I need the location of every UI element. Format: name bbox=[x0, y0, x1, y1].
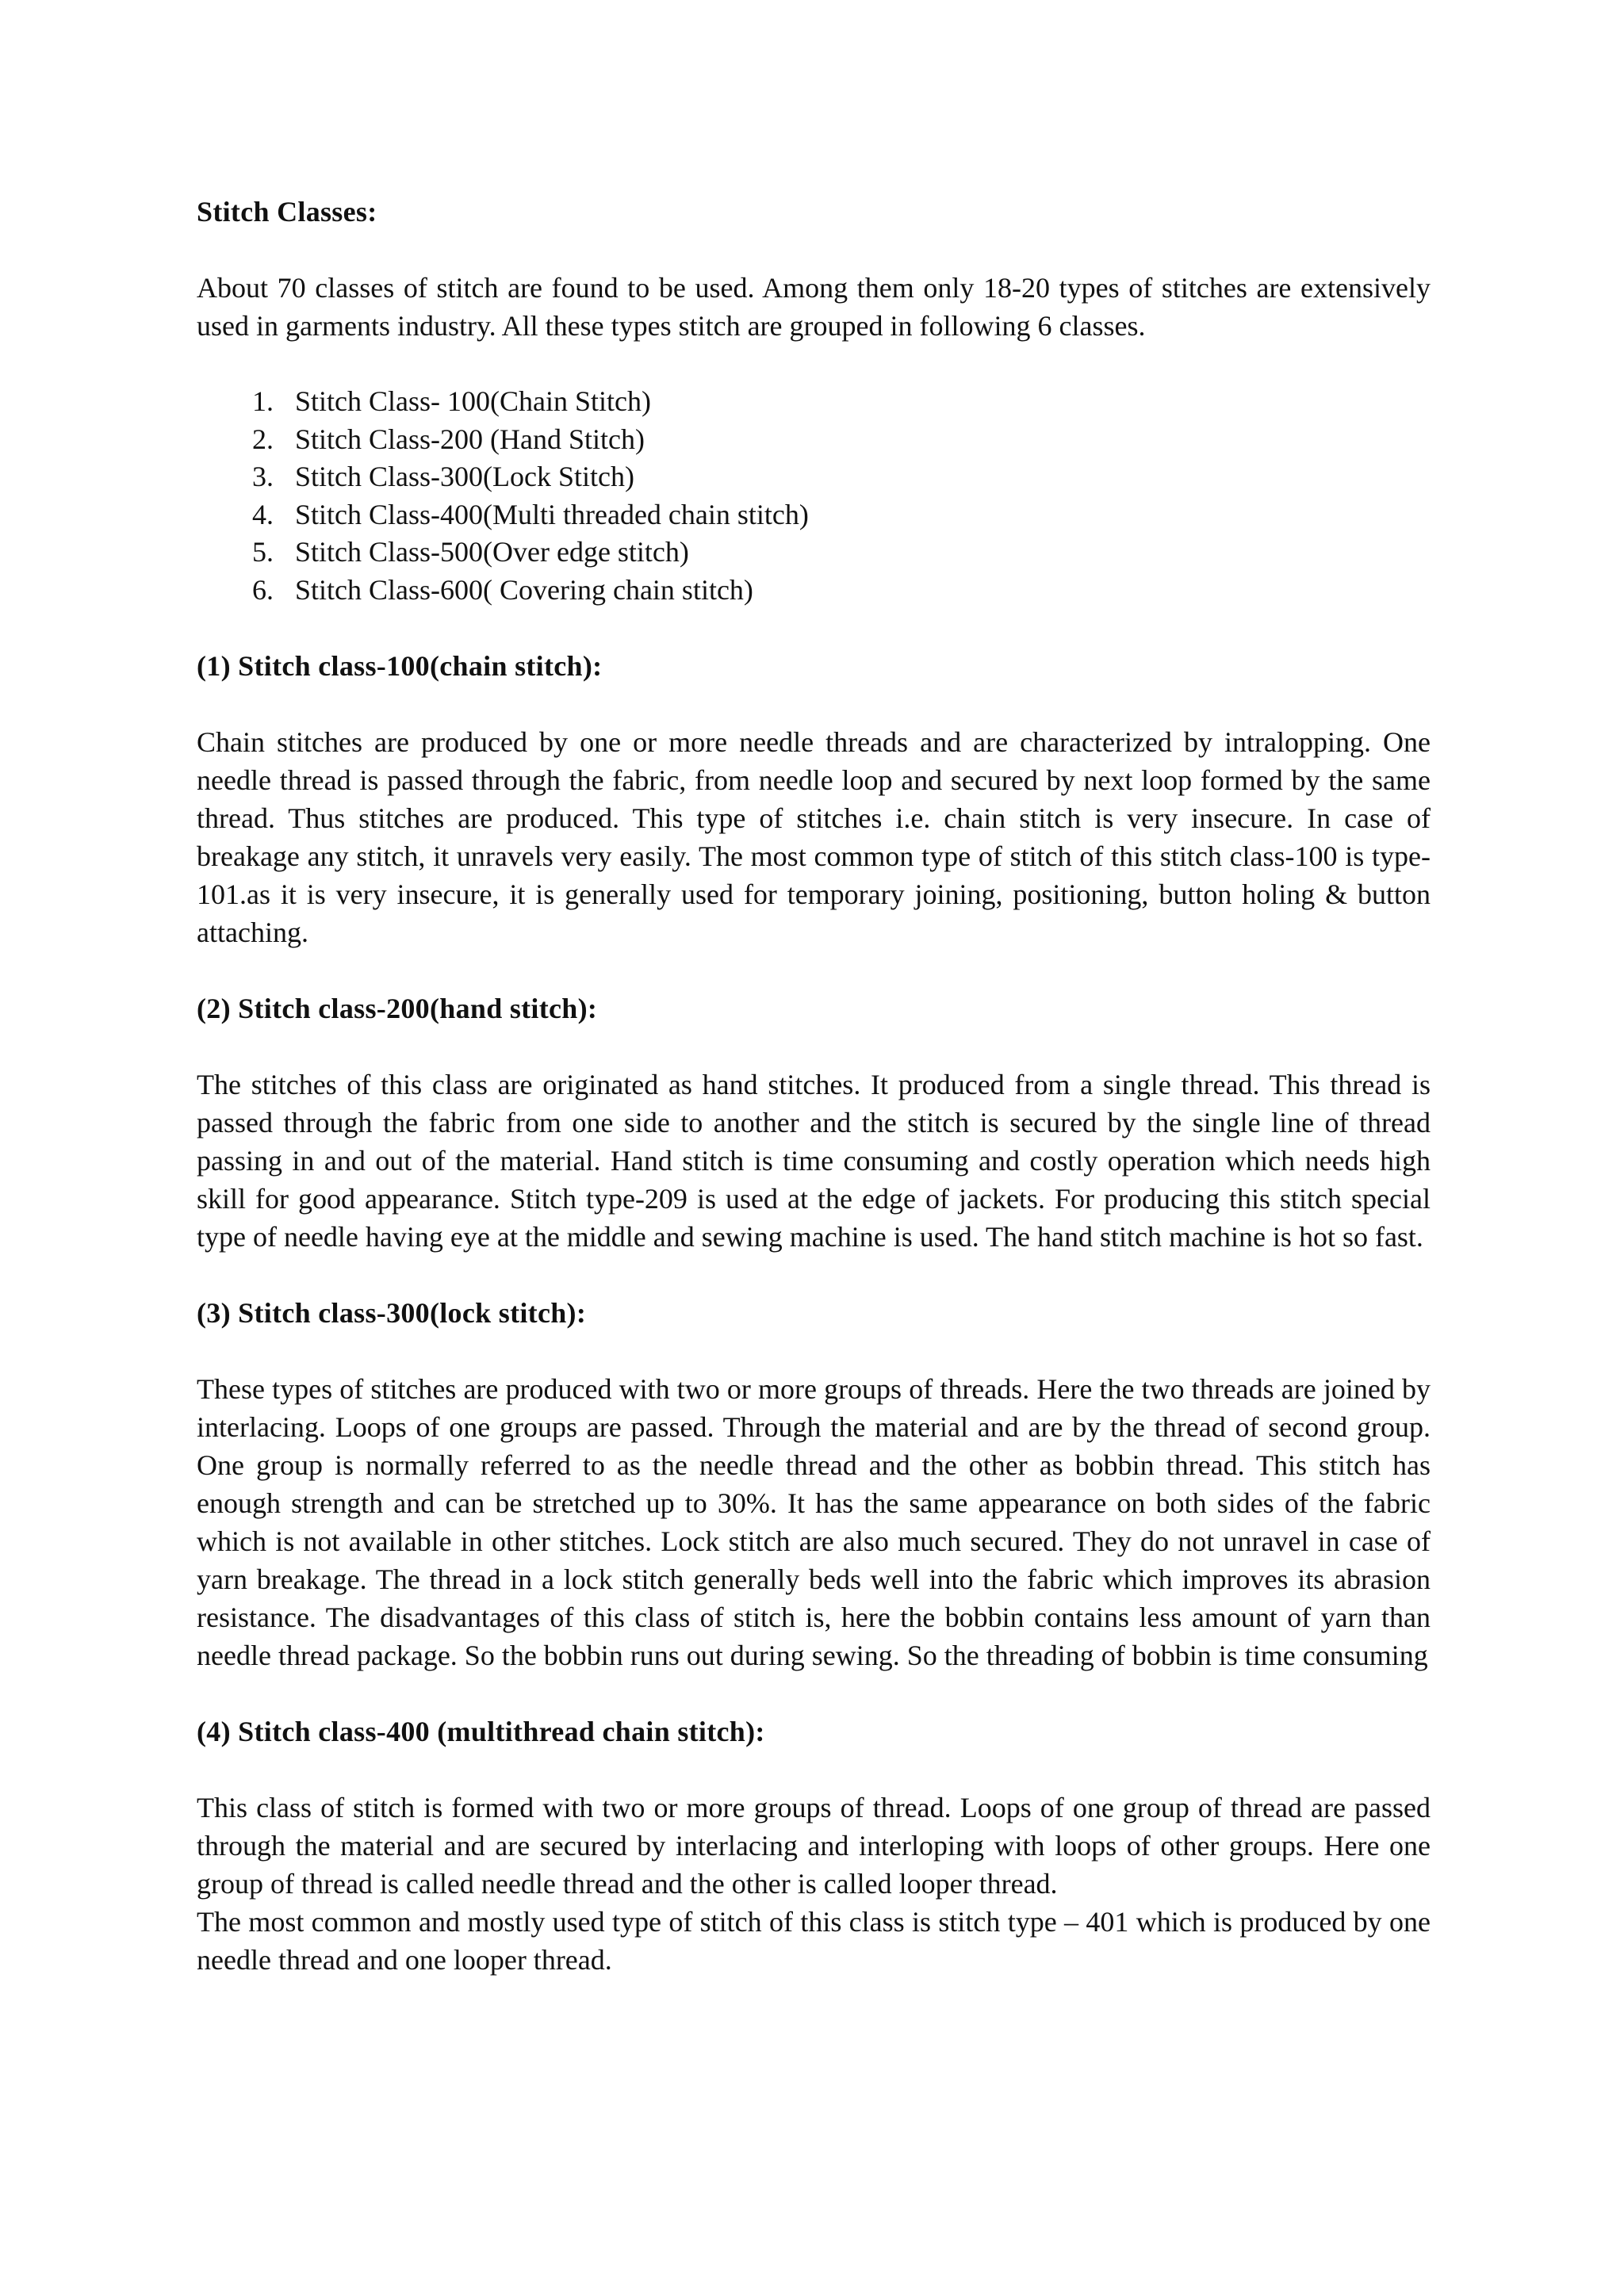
list-item-text: Stitch Class-200 (Hand Stitch) bbox=[295, 423, 645, 455]
intro-paragraph: About 70 classes of stitch are found to be used. Among them only 18-20 types of stitches are extensively used in garments industry. All these types stitch are grouped in following 6 classes. bbox=[197, 272, 1431, 342]
list-item-number: 6. bbox=[252, 573, 274, 606]
section-paragraph-class-400-second: The most common and mostly used type of stitch of this class is stitch type – 401 which is produced by one needle thread and one looper thread. bbox=[197, 1906, 1431, 1976]
list-item-text: Stitch Class- 100(Chain Stitch) bbox=[295, 385, 651, 417]
list-item-text: Stitch Class-300(Lock Stitch) bbox=[295, 461, 634, 492]
list-item-number: 5. bbox=[252, 536, 274, 568]
list-item bbox=[197, 496, 1431, 534]
list-item bbox=[197, 534, 1431, 572]
list-item bbox=[197, 383, 1431, 421]
list-item-number: 3. bbox=[252, 461, 274, 492]
list-item-number: 1. bbox=[252, 385, 274, 417]
section-paragraph-class-100: Chain stitches are produced by one or more needle threads and are characterized by intralopping. One needle thread is passed through the fabric, from needle loop and secured by next loop formed by the same thread. Thus stitches are produced. This type of stitches i.e. chain stitch is very insecure. In case of breakage any stitch, it unravels very easily. The most common type of stitch of this stitch class-100 is type-101.as it is very insecure, it is generally used for temporary joining, positioning, button holing & button attaching. bbox=[197, 726, 1431, 948]
document-body bbox=[197, 193, 1431, 1979]
list-item-text: Stitch Class-500(Over edge stitch) bbox=[295, 536, 689, 568]
section-heading-class-200: (2) Stitch class-200(hand stitch): bbox=[197, 993, 598, 1024]
list-item bbox=[197, 458, 1431, 496]
section-paragraph-class-200: The stitches of this class are originated as hand stitches. It produced from a single thread. This thread is passed through the fabric from one side to another and the stitch is secured by the single line of thread passing in and out of the material. Hand stitch is time consuming and costly operation which needs high skill for good appearance. Stitch type-209 is used at the edge of jackets. For producing this stitch special type of needle having eye at the middle and sewing machine is used. The hand stitch machine is hot so fast. bbox=[197, 1069, 1431, 1253]
section-paragraph-class-400: This class of stitch is formed with two or more groups of thread. Loops of one group of thread are passed through the material and are secured by interlacing and interloping with loops of other groups. Here one group of thread is called needle thread and the other is called looper thread. bbox=[197, 1792, 1431, 1900]
section-heading-class-300: (3) Stitch class-300(lock stitch): bbox=[197, 1297, 587, 1329]
document-title: Stitch Classes: bbox=[197, 196, 377, 228]
list-item-number: 4. bbox=[252, 498, 274, 530]
list-item-text: Stitch Class-600( Covering chain stitch) bbox=[295, 573, 753, 606]
list-item bbox=[197, 421, 1431, 459]
list-item bbox=[197, 572, 1431, 610]
section-heading-class-100: (1) Stitch class-100(chain stitch): bbox=[197, 650, 603, 682]
list-item-number: 2. bbox=[252, 423, 274, 455]
section-heading-class-400: (4) Stitch class-400 (multithread chain stitch): bbox=[197, 1716, 765, 1747]
list-item-text: Stitch Class-400(Multi threaded chain stitch) bbox=[295, 498, 809, 530]
stitch-classes-list bbox=[197, 383, 1431, 609]
section-paragraph-class-300: These types of stitches are produced with two or more groups of threads. Here the two threads are joined by interlacing. Loops of one groups are passed. Through the material and are by the thread of second group. One group is normally referred to as the needle thread and the other as bobbin thread. This stitch has enough strength and can be stretched up to 30%. It has the same appearance on both sides of the fabric which is not available in other stitches. Lock stitch are also much secured. They do not unravel in case of yarn breakage. The thread in a lock stitch generally beds well into the fabric which improves its abrasion resistance. The disadvantages of this class of stitch is, here the bobbin contains less amount of yarn than needle thread package. So the bobbin runs out during sewing. So the threading of bobbin is time consuming bbox=[197, 1373, 1431, 1671]
